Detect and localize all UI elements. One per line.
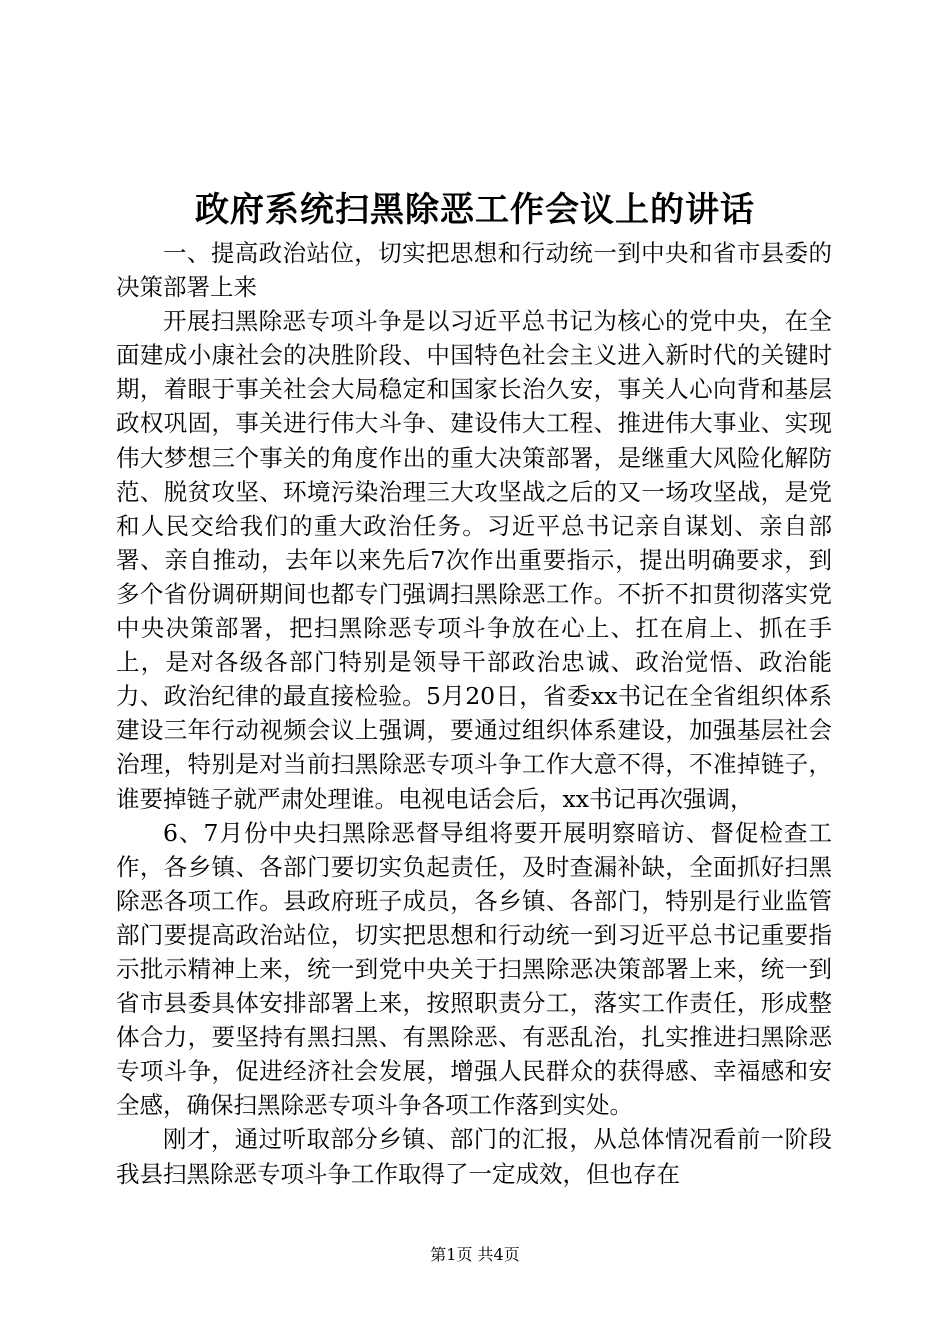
paragraph: 开展扫黑除恶专项斗争是以习近平总书记为核心的党中央，在全面建成小康社会的决胜阶段、中国特色社会主义进入新时代的关键时期，着眼于事关社会大局稳定和国家长治久安，事关人心向背和基层政权巩固，事关进行伟大斗争、建设伟大工程、推进伟大事业、实现伟大梦想三个事关的角度作出的重大决策部署，是继重大风险化解防范、脱贫攻坚、环境污染治理三大攻坚战之后的又一场攻坚战，是党和人民交给我们的重大政治任务。习近平总书记亲自谋划、亲自部署、亲自推动，去年以来先后7次作出重要指示，提出明确要求，到多个省份调研期间也都专门强调扫黑除恶工作。不折不扣贯彻落实党中央决策部署，把扫黑除恶专项斗争放在心上、扛在肩上、抓在手上，是对各级各部门特别是领导干部政治忠诚、政治觉悟、政治能力、政治纪律的最直接检验。5月20日，省委xx书记在全省组织体系建设三年行动视频会议上强调，要通过组织体系建设，加强基层社会治理，特别是对当前扫黑除恶专项斗争工作大意不得，不准掉链子，谁要掉链子就严肃处理谁。电视电话会后，xx书记再次强调， [116, 307, 832, 813]
paragraph: 一、提高政治站位，切实把思想和行动统一到中央和省市县委的决策部署上来 [116, 239, 832, 302]
document-title: 政府系统扫黑除恶工作会议上的讲话 [195, 190, 755, 230]
page-footer: 第1页 共4页 [430, 1245, 520, 1264]
paragraph: 刚才，通过听取部分乡镇、部门的汇报，从总体情况看前一阶段我县扫黑除恶专项斗争工作取得了一定成效，但也存在 [116, 1125, 832, 1188]
document-body [116, 236, 832, 1191]
paragraph: 6、7月份中央扫黑除恶督导组将要开展明察暗访、督促检查工作，各乡镇、各部门要切实负起责任，及时查漏补缺，全面抓好扫黑除恶各项工作。县政府班子成员，各乡镇、各部门，特别是行业监管部门要提高政治站位，切实把思想和行动统一到习近平总书记重要指示批示精神上来，统一到党中央关于扫黑除恶决策部署上来，统一到省市县委具体安排部署上来，按照职责分工，落实工作责任，形成整体合力，要坚持有黑扫黑、有黑除恶、有恶乱治，扎实推进扫黑除恶专项斗争，促进经济社会发展，增强人民群众的获得感、幸福感和安全感，确保扫黑除恶专项斗争各项工作落到实处。 [116, 818, 832, 1120]
